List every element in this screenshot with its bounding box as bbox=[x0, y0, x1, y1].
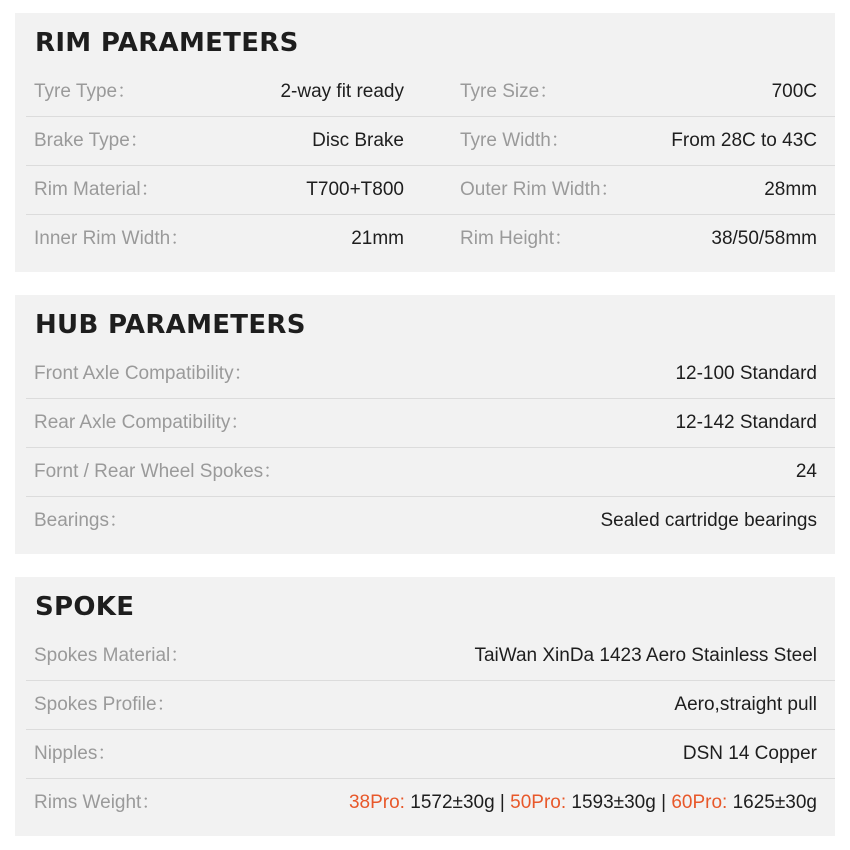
table-row bbox=[26, 730, 835, 779]
brake-type-label: Brake Type： bbox=[34, 130, 149, 151]
rims-weight-label: Rims Weight： bbox=[34, 792, 161, 813]
table-row bbox=[26, 215, 835, 264]
spoke-title: SPOKE bbox=[35, 592, 135, 622]
rim-height-label: Rim Height： bbox=[460, 228, 573, 249]
tyre-type-label: Tyre Type： bbox=[34, 81, 137, 102]
outer-rim-width-value: 28mm bbox=[764, 179, 817, 200]
tyre-width-label: Tyre Width： bbox=[460, 130, 570, 151]
weight-38pro-value: 1572±30g bbox=[404, 792, 495, 813]
spokes-profile-label: Spokes Profile： bbox=[34, 694, 176, 715]
hub-parameters-panel bbox=[15, 295, 835, 554]
rims-weight-value bbox=[349, 779, 817, 827]
hub-parameters-table bbox=[26, 350, 835, 546]
outer-rim-width-label: Outer Rim Width： bbox=[460, 179, 620, 200]
spokes-material-value: TaiWan XinDa 1423 Aero Stainless Steel bbox=[474, 645, 817, 666]
table-row bbox=[26, 399, 835, 448]
wheel-spokes-value: 24 bbox=[795, 461, 817, 482]
rim-material-label: Rim Material： bbox=[34, 179, 160, 200]
rim-parameters-panel bbox=[15, 13, 835, 272]
spokes-material-label: Spokes Material： bbox=[34, 645, 190, 666]
bearings-label: Bearings： bbox=[34, 510, 128, 531]
front-axle-label: Front Axle Compatibility： bbox=[34, 363, 253, 384]
table-row bbox=[26, 497, 835, 546]
inner-rim-width-label: Inner Rim Width： bbox=[34, 228, 190, 249]
front-axle-value: 12-100 Standard bbox=[675, 363, 817, 384]
nipples-label: Nipples： bbox=[34, 743, 117, 764]
rim-height-value: 38/50/58mm bbox=[711, 228, 817, 249]
wheel-spokes-label: Fornt / Rear Wheel Spokes： bbox=[34, 461, 283, 482]
hub-parameters-title: HUB PARAMETERS bbox=[35, 310, 306, 340]
bearings-value: Sealed cartridge bearings bbox=[600, 510, 817, 531]
table-row bbox=[26, 681, 835, 730]
table-row bbox=[26, 632, 835, 681]
weight-38pro-label: 38Pro: bbox=[348, 792, 405, 813]
weight-separator: | bbox=[494, 792, 511, 813]
tyre-size-value: 700C bbox=[771, 81, 817, 102]
tyre-width-value: From 28C to 43C bbox=[671, 130, 817, 151]
rim-parameters-title: RIM PARAMETERS bbox=[35, 28, 299, 58]
brake-type-value: Disc Brake bbox=[312, 130, 404, 151]
weight-60pro-label: 60Pro: bbox=[671, 792, 728, 813]
rear-axle-label: Rear Axle Compatibility： bbox=[34, 412, 250, 433]
rim-parameters-table bbox=[26, 68, 835, 264]
table-row bbox=[26, 166, 835, 215]
spokes-profile-value: Aero,straight pull bbox=[674, 694, 817, 715]
table-row bbox=[26, 68, 835, 117]
table-row bbox=[26, 350, 835, 399]
spoke-table bbox=[26, 632, 835, 828]
weight-60pro-value: 1625±30g bbox=[727, 792, 817, 813]
weight-50pro-value: 1593±30g bbox=[566, 792, 656, 813]
tyre-size-label: Tyre Size： bbox=[460, 81, 559, 102]
inner-rim-width-value: 21mm bbox=[351, 228, 404, 249]
tyre-type-value: 2-way fit ready bbox=[280, 81, 404, 102]
weight-50pro-label: 50Pro: bbox=[510, 792, 567, 813]
table-row bbox=[26, 779, 835, 828]
rear-axle-value: 12-142 Standard bbox=[675, 412, 817, 433]
rim-material-value: T700+T800 bbox=[306, 179, 404, 200]
weight-separator: | bbox=[655, 792, 672, 813]
nipples-value: DSN 14 Copper bbox=[682, 743, 817, 764]
table-row bbox=[26, 117, 835, 166]
spoke-panel bbox=[15, 577, 835, 836]
table-row bbox=[26, 448, 835, 497]
